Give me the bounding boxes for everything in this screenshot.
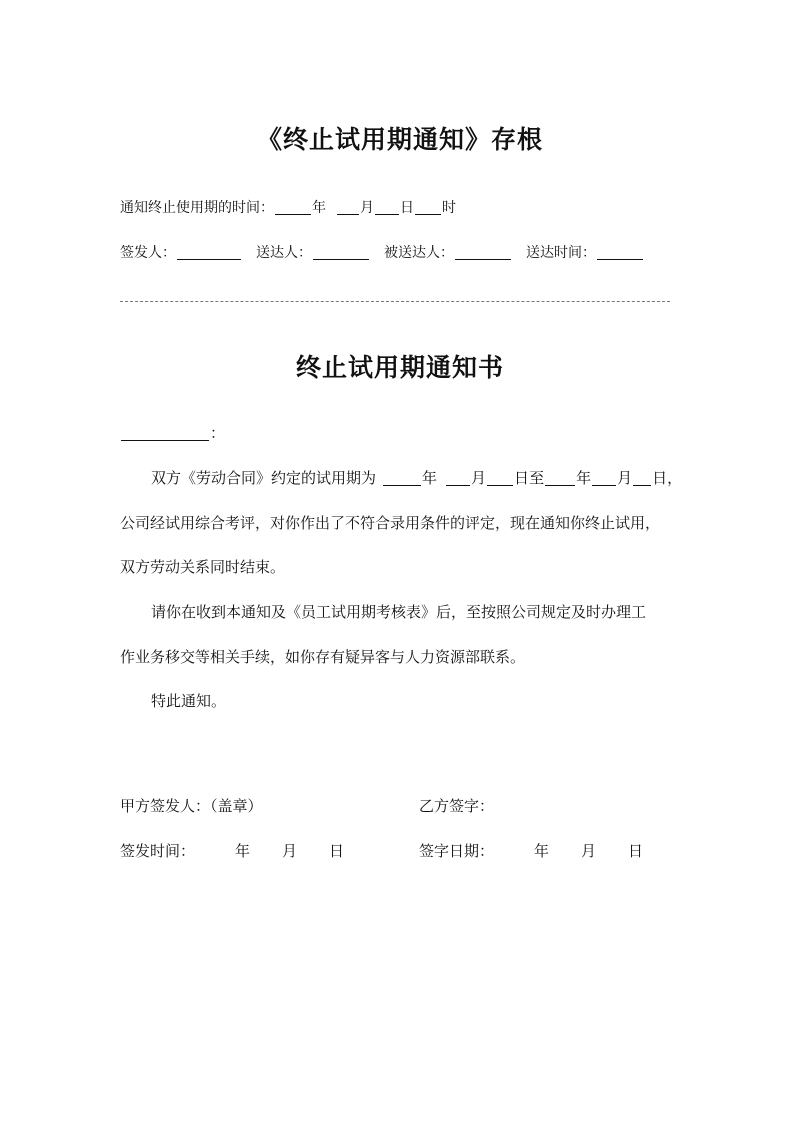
paragraph-1-line-2: 公司经试用综合考评，对你作出了不符合录用条件的评定，现在通知你终止试用，	[120, 514, 661, 532]
issue-month-label: 月	[282, 842, 298, 860]
stub-time-line	[120, 197, 456, 217]
deliverer-blank[interactable]	[313, 245, 369, 260]
sign-month-label: 月	[581, 842, 597, 860]
end-month-blank[interactable]	[592, 471, 616, 486]
addressee-line	[120, 422, 225, 443]
end-year-blank[interactable]	[545, 471, 575, 486]
addressee-colon: ：	[210, 424, 226, 442]
issue-year-label: 年	[235, 842, 251, 860]
start-year-blank[interactable]	[383, 471, 421, 486]
sign-year-label: 年	[534, 842, 550, 860]
to-label: 至	[529, 469, 545, 487]
deliverer-label: 送达人：	[256, 245, 312, 261]
paragraph-1-line-3: 双方劳动关系同时结束。	[120, 558, 286, 576]
end-month-label: 月	[617, 469, 633, 487]
party-a-signer-label: 甲方签发人：（盖章）	[120, 797, 263, 815]
stub-time-label: 通知终止使用期的时间：	[120, 200, 274, 216]
year-label: 年	[312, 200, 326, 216]
day-label: 日	[400, 200, 414, 216]
month-label: 月	[360, 200, 374, 216]
stub-title: 《终止试用期通知》存根	[256, 125, 543, 154]
paragraph-3: 特此通知。	[151, 692, 227, 710]
end-mark: ，	[667, 469, 683, 487]
paragraph-1-line-1	[151, 467, 682, 488]
end-day-blank[interactable]	[633, 471, 651, 486]
sign-day-label: 日	[628, 842, 644, 860]
month-blank[interactable]	[337, 200, 359, 215]
paragraph-2-line-2: 作业务移交等相关手续，如你存有疑异客与人力资源部联系。	[120, 648, 526, 666]
addressee-blank[interactable]	[121, 426, 209, 441]
recipient-label: 被送达人：	[384, 245, 454, 261]
issue-day-label: 日	[329, 842, 345, 860]
delivery-time-label: 送达时间：	[526, 245, 596, 261]
party-b-signature-label: 乙方签字：	[419, 797, 495, 815]
end-year-label: 年	[576, 469, 592, 487]
hour-blank[interactable]	[415, 200, 441, 215]
issue-date-line	[120, 840, 344, 861]
issue-time-label: 签发时间：	[120, 842, 196, 860]
start-month-label: 月	[471, 469, 487, 487]
notice-title: 终止试用期通知书	[295, 353, 504, 382]
stub-signature-line	[120, 242, 644, 262]
start-month-blank[interactable]	[446, 471, 470, 486]
year-blank[interactable]	[275, 200, 311, 215]
issuer-blank[interactable]	[177, 245, 241, 260]
cut-line-divider	[120, 301, 670, 302]
p1-text: 双方《劳动合同》约定的试用期为	[151, 469, 377, 487]
start-day-blank[interactable]	[487, 471, 513, 486]
sign-date-line	[419, 840, 643, 861]
delivery-time-blank[interactable]	[597, 245, 643, 260]
start-year-label: 年	[422, 469, 438, 487]
day-blank[interactable]	[375, 200, 399, 215]
hour-label: 时	[442, 200, 456, 216]
recipient-blank[interactable]	[455, 245, 511, 260]
paragraph-2-line-1: 请你在收到本通知及《员工试用期考核表》后，至按照公司规定及时办理工	[151, 603, 647, 621]
end-day-label: 日	[652, 469, 668, 487]
sign-date-label: 签字日期：	[419, 842, 495, 860]
start-day-label: 日	[514, 469, 530, 487]
issuer-label: 签发人：	[120, 245, 176, 261]
